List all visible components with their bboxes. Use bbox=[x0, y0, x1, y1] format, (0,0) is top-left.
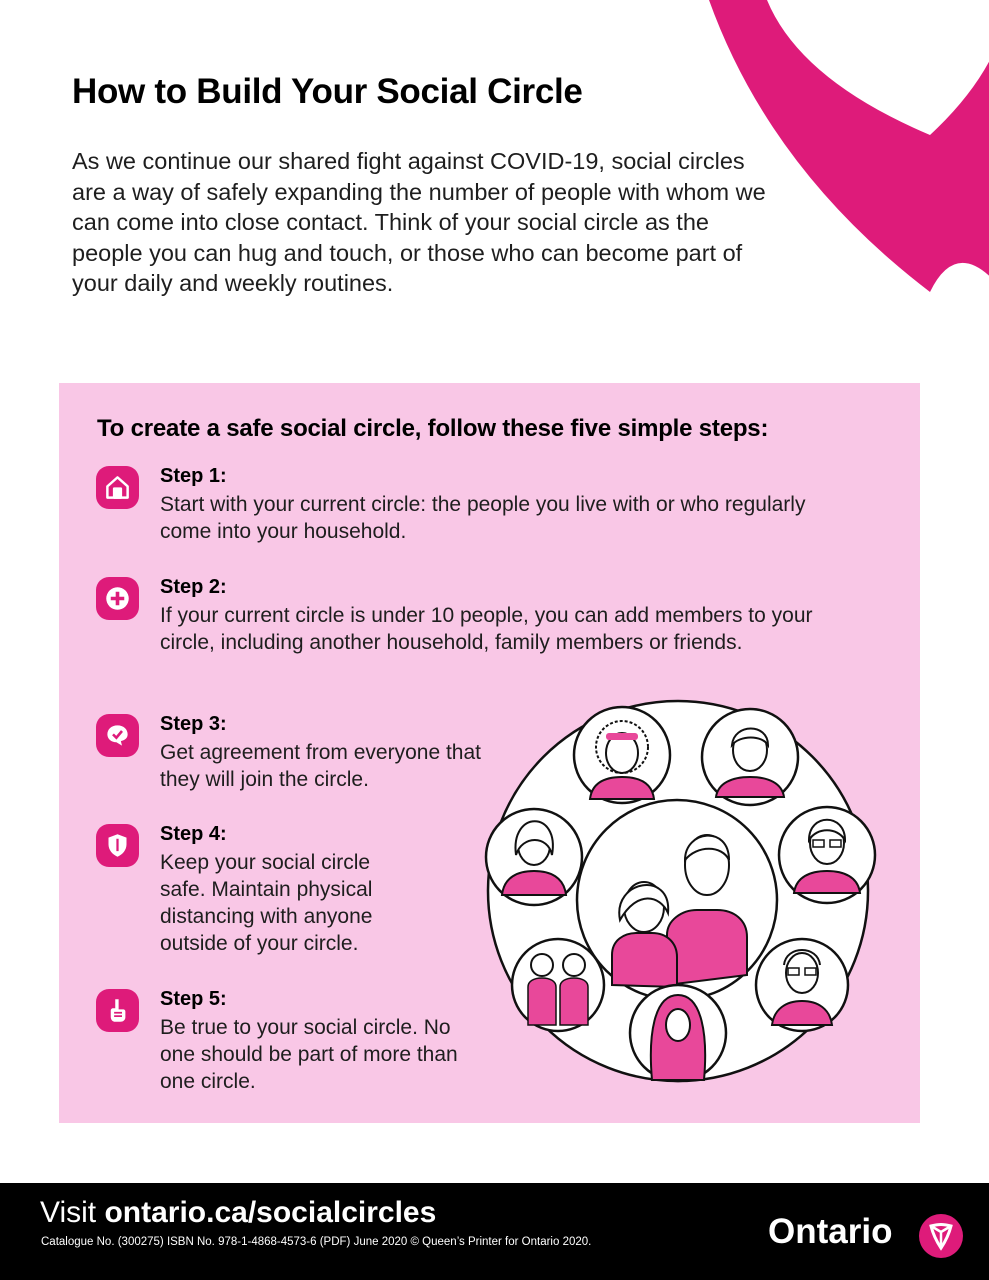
catalogue-text: Catalogue No. (300275) ISBN No. 978-1-4868-4573-6 (PDF) June 2020 © Queen’s Printer for Ontario 2020. bbox=[41, 1236, 592, 1248]
intro-paragraph: As we continue our shared fight against COVID-19, social circles are a way of safely expanding the number of people with whom we can come into close contact. Think of your social circle as the people you can hug and touch, or those who can become part of your daily and weekly routines. bbox=[72, 148, 766, 296]
website-link[interactable]: ontario.ca/socialcircles bbox=[104, 1196, 437, 1229]
step-description: Get agreement from everyone that they will join the circle. bbox=[160, 741, 481, 791]
speech-check-icon bbox=[96, 714, 139, 757]
step-description: Start with your current circle: the people you live with or who regularly come into your household. bbox=[160, 493, 806, 543]
avatar-top-right bbox=[702, 709, 798, 805]
plus-icon bbox=[96, 577, 139, 620]
avatar-bottom-left bbox=[512, 939, 604, 1031]
step-description: Be true to your social circle. No one should be part of more than one circle. bbox=[160, 1016, 458, 1093]
avatar-left bbox=[486, 809, 582, 905]
step-label: Step 4: bbox=[160, 823, 227, 845]
steps-heading: To create a safe social circle, follow these five simple steps: bbox=[97, 415, 769, 442]
center-family-avatar bbox=[577, 800, 777, 1000]
visit-line bbox=[40, 1196, 436, 1230]
step-label: Step 1: bbox=[160, 465, 227, 487]
step-label: Step 3: bbox=[160, 713, 227, 735]
visit-prefix: Visit bbox=[40, 1196, 105, 1229]
step-label: Step 2: bbox=[160, 576, 227, 598]
step-description: If your current circle is under 10 people, you can add members to your circle, including another household, family members or friends. bbox=[160, 604, 813, 654]
avatar-bottom bbox=[630, 985, 726, 1081]
hand-one-finger-icon bbox=[96, 989, 139, 1032]
house-icon bbox=[96, 466, 139, 509]
ontario-wordmark: Ontario bbox=[768, 1212, 893, 1251]
step-label: Step 5: bbox=[160, 988, 227, 1010]
shield-icon bbox=[96, 824, 139, 867]
trillium-logo-icon bbox=[917, 1212, 965, 1260]
page-title: How to Build Your Social Circle bbox=[72, 72, 583, 111]
step-description: Keep your social circle safe. Maintain physical distancing with anyone outside of your circle. bbox=[160, 851, 373, 955]
avatar-bottom-right bbox=[756, 939, 848, 1031]
avatar-top-left bbox=[574, 707, 670, 803]
avatar-right bbox=[779, 807, 875, 903]
social-circle-illustration bbox=[472, 695, 892, 1095]
